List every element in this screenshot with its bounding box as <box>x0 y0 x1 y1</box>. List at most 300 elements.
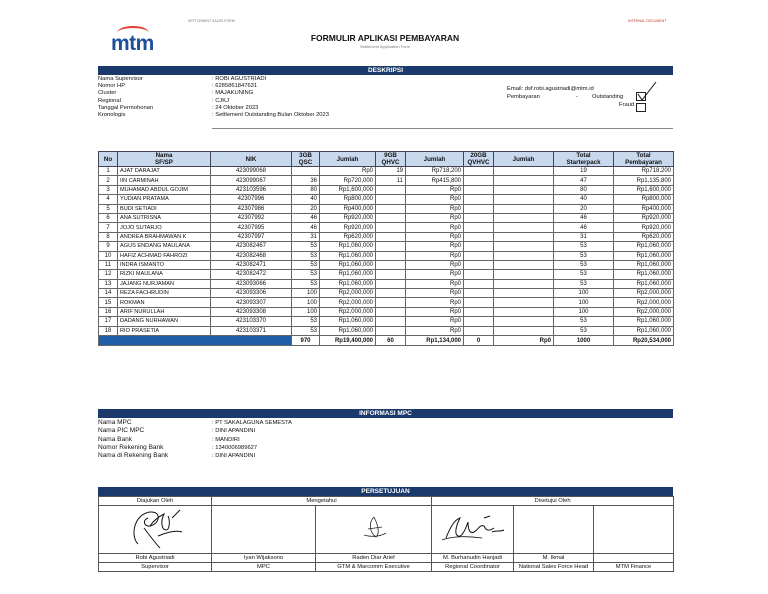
field-label: Cluster <box>98 90 117 97</box>
qty-20gb <box>464 185 494 194</box>
pembayaran-label: Pembayaran <box>507 94 540 100</box>
total-pembayaran: Rp400,000 <box>614 204 674 213</box>
amount-9gb: Rp0 <box>406 289 464 298</box>
field-value: : 24 Oktober 2023 <box>212 104 259 111</box>
amount-9gb: Rp0 <box>406 251 464 260</box>
nik-value: 423093066 <box>211 279 292 288</box>
amount-3gb: Rp1,060,000 <box>320 326 376 335</box>
qty-3gb: 53 <box>292 251 320 260</box>
total-pembayaran: Rp2,000,000 <box>614 298 674 307</box>
qty-9gb <box>376 223 406 232</box>
qty-20gb <box>464 213 494 222</box>
total-starterpack: 100 <box>554 298 614 307</box>
header-20gb-top: 20GB <box>470 152 487 159</box>
nik-value: 423093308 <box>211 307 292 316</box>
qty-9gb: 19 <box>376 167 406 176</box>
outstanding-label: Outstanding <box>592 94 624 100</box>
amount-9gb: Rp0 <box>406 232 464 241</box>
nik-value: 423082468 <box>211 251 292 260</box>
amount-9gb: Rp415,800 <box>406 176 464 185</box>
qty-3gb: 100 <box>292 298 320 307</box>
sf-name: REZA FACHRUDIN <box>118 289 211 298</box>
table-row <box>99 195 674 204</box>
qty-9gb <box>376 204 406 213</box>
approval-role-row <box>99 563 674 572</box>
approver-name: M. Ikmal <box>514 554 594 563</box>
header-20gb-bottom: QVHVC <box>467 159 490 166</box>
qty-3gb <box>292 167 320 176</box>
mpc-values <box>212 419 292 460</box>
total-starterpack: 53 <box>554 242 614 251</box>
row-number: 9 <box>99 242 118 251</box>
signature-supervisor <box>99 506 212 554</box>
header-nik: NIK <box>211 152 292 167</box>
nik-value: 42307992 <box>211 213 292 222</box>
qty-20gb <box>464 298 494 307</box>
mpc-bar: INFORMASI MPC <box>98 409 673 418</box>
row-number: 17 <box>99 317 118 326</box>
sf-name: AJAT DARAJAT <box>118 167 211 176</box>
total-starterpack: 53 <box>554 270 614 279</box>
qty-9gb <box>376 185 406 194</box>
header-tp-top: Total <box>636 152 651 159</box>
approval-name-row <box>99 554 674 563</box>
amount-20gb <box>494 279 554 288</box>
table-row <box>99 307 674 316</box>
header-3gb-bottom: QSC <box>298 159 313 166</box>
header-total-starterpack <box>554 152 614 167</box>
amount-9gb: Rp718,200 <box>406 167 464 176</box>
field-label: Nama Supervisor <box>98 76 143 82</box>
total-pembayaran: Rp1,060,000 <box>614 326 674 335</box>
mpc-field-label: Nama Bank <box>98 435 132 443</box>
qty-9gb <box>376 317 406 326</box>
amount-9gb: Rp0 <box>406 185 464 194</box>
total-q20: 0 <box>464 336 494 346</box>
qty-9gb <box>376 251 406 260</box>
amount-20gb <box>494 298 554 307</box>
amount-9gb: Rp0 <box>406 270 464 279</box>
field-value: : ROBI AGUSTRIADI <box>212 76 267 82</box>
header-total-top: Total <box>576 152 591 159</box>
total-pembayaran: Rp1,060,000 <box>614 260 674 269</box>
outstanding-checkbox[interactable] <box>636 92 646 101</box>
table-row <box>99 185 674 194</box>
sf-name: AGUS ENDANG MAULANA <box>118 242 211 251</box>
nik-value: 423082471 <box>211 260 292 269</box>
amount-9gb: Rp0 <box>406 326 464 335</box>
qty-9gb <box>376 195 406 204</box>
table-row <box>99 251 674 260</box>
mpc-field-label: Nama MPC <box>98 419 132 426</box>
qty-9gb <box>376 289 406 298</box>
total-pembayaran: Rp1,060,000 <box>614 317 674 326</box>
qty-9gb <box>376 326 406 335</box>
row-number: 15 <box>99 298 118 307</box>
signature-regional-icon <box>438 510 508 546</box>
field-value: : Settlement Outstanding Bulan Oktober 2023 <box>212 112 329 119</box>
approver-role: Supervisor <box>99 563 212 572</box>
qty-20gb <box>464 307 494 316</box>
amount-9gb: Rp0 <box>406 213 464 222</box>
logo-arc-icon <box>117 26 149 40</box>
totals-row <box>99 336 674 346</box>
qty-3gb: 31 <box>292 232 320 241</box>
amount-20gb <box>494 289 554 298</box>
approver-role: National Sales Force Head <box>514 563 594 572</box>
amount-3gb: Rp400,000 <box>320 204 376 213</box>
approver-name: Robi Agustriadi <box>99 554 212 563</box>
qty-3gb: 53 <box>292 270 320 279</box>
row-number: 10 <box>99 251 118 260</box>
header-9gb <box>376 152 406 167</box>
fraud-label: Fraud <box>619 102 635 108</box>
total-pembayaran: Rp920,000 <box>614 223 674 232</box>
qty-20gb <box>464 326 494 335</box>
dash-text: - <box>576 94 578 100</box>
deskripsi-values <box>212 76 329 119</box>
signature-mpc <box>212 506 316 554</box>
total-starterpack: 53 <box>554 279 614 288</box>
qty-20gb <box>464 232 494 241</box>
row-number: 2 <box>99 176 118 185</box>
total-pembayaran: Rp1,060,000 <box>614 279 674 288</box>
row-number: 5 <box>99 204 118 213</box>
header-total-bottom: Starterpack <box>566 159 601 166</box>
nik-value: 423103370 <box>211 317 292 326</box>
nik-value: 423082467 <box>211 242 292 251</box>
mpc-field-value: : MANDIRI <box>212 436 240 443</box>
approver-role: GTM & Marcomm Executive <box>316 563 432 572</box>
qty-20gb <box>464 195 494 204</box>
mpc-field-value: : 1340006989627 <box>212 444 258 451</box>
sf-name: BUDI SETIADI <box>118 204 211 213</box>
total-pembayaran: Rp2,000,000 <box>614 307 674 316</box>
nik-value: 42307997 <box>211 232 292 241</box>
approver-role: MTM Finance <box>594 563 674 572</box>
total-pembayaran: Rp2,000,000 <box>614 289 674 298</box>
total-starterpack: 80 <box>554 185 614 194</box>
qty-9gb <box>376 260 406 269</box>
table-row <box>99 326 674 335</box>
amount-20gb <box>494 317 554 326</box>
amount-9gb: Rp0 <box>406 242 464 251</box>
amount-3gb: Rp1,060,000 <box>320 270 376 279</box>
qty-3gb: 100 <box>292 307 320 316</box>
qty-3gb: 46 <box>292 223 320 232</box>
qty-3gb: 40 <box>292 195 320 204</box>
qty-20gb <box>464 270 494 279</box>
row-number: 6 <box>99 213 118 222</box>
total-pembayaran: Rp718,200 <box>614 167 674 176</box>
signature-row <box>99 506 674 554</box>
total-j3: Rp19,400,000 <box>320 336 376 346</box>
header-total-pembayaran <box>614 152 674 167</box>
approver-name <box>594 554 674 563</box>
qty-20gb <box>464 289 494 298</box>
form-title: FORMULIR APLIKASI PEMBAYARAN <box>310 33 460 43</box>
totals-filler <box>99 336 292 346</box>
field-label: Regional <box>98 97 121 104</box>
field-value: : 6285861847631 <box>212 83 258 90</box>
nik-value: 423099067 <box>211 176 292 185</box>
approver-role: MPC <box>212 563 316 572</box>
qty-20gb <box>464 223 494 232</box>
amount-3gb: Rp1,600,000 <box>320 185 376 194</box>
total-j20: Rp0 <box>494 336 554 346</box>
total-starterpack: 40 <box>554 195 614 204</box>
total-starterpack: 53 <box>554 317 614 326</box>
table-row <box>99 298 674 307</box>
header-9gb-bottom: QHVC <box>381 159 400 166</box>
total-starterpack: 31 <box>554 232 614 241</box>
field-value: : MAJAKUNING <box>212 90 254 97</box>
total-pembayaran: Rp1,060,000 <box>614 242 674 251</box>
total-tsp: 1000 <box>554 336 614 346</box>
table-row <box>99 279 674 288</box>
total-pembayaran: Rp800,000 <box>614 195 674 204</box>
amount-3gb: Rp1,060,000 <box>320 251 376 260</box>
field-label: Kronologis <box>98 112 126 119</box>
header-jumlah-3gb: Jumlah <box>320 152 376 167</box>
qty-3gb: 100 <box>292 289 320 298</box>
qty-3gb: 53 <box>292 279 320 288</box>
amount-3gb: Rp2,000,000 <box>320 289 376 298</box>
table-row <box>99 167 674 176</box>
qty-9gb: 11 <box>376 176 406 185</box>
table-row <box>99 289 674 298</box>
diajukan-oleh-label: Diajukan Oleh <box>99 497 212 506</box>
amount-20gb <box>494 251 554 260</box>
amount-3gb: Rp720,000 <box>320 176 376 185</box>
total-q9: 60 <box>376 336 406 346</box>
qty-9gb <box>376 232 406 241</box>
header-tp-bottom: Pembayaran <box>625 159 662 166</box>
total-pembayaran: Rp1,060,000 <box>614 270 674 279</box>
total-pembayaran: Rp1,135,800 <box>614 176 674 185</box>
amount-9gb: Rp0 <box>406 223 464 232</box>
deskripsi-bar: DESKRIPSI <box>98 66 673 75</box>
header-jumlah-20gb: Jumlah <box>494 152 554 167</box>
table-row <box>99 223 674 232</box>
signature-finance <box>594 506 674 554</box>
table-row <box>99 232 674 241</box>
amount-3gb: Rp1,060,000 <box>320 260 376 269</box>
qty-9gb <box>376 279 406 288</box>
persetujuan-bar: PERSETUJUAN <box>98 487 673 496</box>
approval-table <box>98 496 674 572</box>
field-value: : CJKJ <box>212 97 230 104</box>
amount-20gb <box>494 185 554 194</box>
table-row <box>99 204 674 213</box>
total-starterpack: 46 <box>554 213 614 222</box>
sf-name: JOJO SUTARJO <box>118 223 211 232</box>
amount-3gb: Rp1,060,000 <box>320 242 376 251</box>
deskripsi-labels <box>98 76 153 119</box>
mpc-field-label: Nama PIC MPC <box>98 427 145 435</box>
amount-20gb <box>494 307 554 316</box>
fraud-checkbox[interactable] <box>636 103 646 112</box>
total-starterpack: 53 <box>554 326 614 335</box>
amount-3gb: Rp0 <box>320 167 376 176</box>
header-jumlah-9gb: Jumlah <box>406 152 464 167</box>
total-starterpack: 47 <box>554 176 614 185</box>
sf-name: YUDIAN PRATAMA <box>118 195 211 204</box>
amount-3gb: Rp2,000,000 <box>320 307 376 316</box>
row-number: 8 <box>99 232 118 241</box>
amount-20gb <box>494 232 554 241</box>
row-number: 1 <box>99 167 118 176</box>
table-body <box>99 167 674 346</box>
starterpack-table <box>98 151 674 346</box>
approval-heading-row <box>99 497 674 506</box>
row-number: 3 <box>99 185 118 194</box>
table-header-row <box>99 152 674 167</box>
qty-9gb <box>376 298 406 307</box>
amount-20gb <box>494 204 554 213</box>
table-row <box>99 213 674 222</box>
sf-name: INDRA ISMANTO <box>118 260 211 269</box>
disetujui-oleh-label: Disetujui Oleh <box>432 497 674 506</box>
nik-value: 42307996 <box>211 195 292 204</box>
signature-national <box>514 506 594 554</box>
qty-20gb <box>464 204 494 213</box>
total-starterpack: 100 <box>554 289 614 298</box>
qty-20gb <box>464 167 494 176</box>
approver-name: Iyan Wijaksono <box>212 554 316 563</box>
total-q3: 970 <box>292 336 320 346</box>
qty-3gb: 53 <box>292 317 320 326</box>
header-nama-top: Nama <box>155 152 173 159</box>
mtm-logo <box>111 33 155 57</box>
approver-role: Regional Coordinator <box>432 563 514 572</box>
row-number: 13 <box>99 279 118 288</box>
total-j9: Rp1,134,000 <box>406 336 464 346</box>
sf-name: ARIF NURULLAH <box>118 307 211 316</box>
row-number: 16 <box>99 307 118 316</box>
form-subtitle: Settlement Application Form <box>359 44 411 49</box>
nik-value: 42307995 <box>211 223 292 232</box>
approver-name: Raden Diar Arief <box>316 554 432 563</box>
internal-document-label: INTERNAL DOCUMENT <box>628 19 667 23</box>
amount-3gb: Rp920,000 <box>320 223 376 232</box>
amount-3gb: Rp620,000 <box>320 232 376 241</box>
nik-value: 423103596 <box>211 185 292 194</box>
sf-name: MUHAMAD ABDUL GOJIM <box>118 185 211 194</box>
qty-3gb: 53 <box>292 260 320 269</box>
approval-section <box>98 496 673 572</box>
nik-value: 423093306 <box>211 289 292 298</box>
table-row <box>99 176 674 185</box>
amount-20gb <box>494 326 554 335</box>
amount-3gb: Rp920,000 <box>320 213 376 222</box>
total-tp: Rp20,534,000 <box>614 336 674 346</box>
check-mark-icon <box>636 84 658 102</box>
qty-20gb <box>464 176 494 185</box>
header-no: No <box>99 152 118 167</box>
header-nama-bottom: SF/SP <box>155 159 173 166</box>
table-row <box>99 260 674 269</box>
approver-name: M. Burhanudin Hanjadi <box>432 554 514 563</box>
sf-name: JAJANG NURJAMAN <box>118 279 211 288</box>
total-pembayaran: Rp1,060,000 <box>614 251 674 260</box>
amount-3gb: Rp1,060,000 <box>320 279 376 288</box>
mpc-field-label: Nama di Rekening Bank <box>98 452 169 460</box>
amount-9gb: Rp0 <box>406 298 464 307</box>
signature-gtm-icon <box>354 513 394 543</box>
logo-text: mtm <box>111 32 154 55</box>
table-row <box>99 242 674 251</box>
row-number: 12 <box>99 270 118 279</box>
qty-20gb <box>464 251 494 260</box>
signature-supervisor-icon <box>120 506 190 550</box>
qty-9gb <box>376 270 406 279</box>
sf-name: RIO PRASETIA <box>118 326 211 335</box>
total-starterpack: 53 <box>554 260 614 269</box>
signature-gtm <box>316 506 432 554</box>
sf-name: ROKMAN <box>118 298 211 307</box>
amount-20gb <box>494 213 554 222</box>
document-code: SETTLEMENT SALES FORM <box>188 19 235 23</box>
mengetahui-label: Mengetahui <box>212 497 432 506</box>
sf-name: DADANG NURHAWAN <box>118 317 211 326</box>
table-row <box>99 317 674 326</box>
qty-9gb <box>376 307 406 316</box>
total-starterpack: 20 <box>554 204 614 213</box>
deskripsi-divider <box>212 128 673 129</box>
total-starterpack: 46 <box>554 223 614 232</box>
amount-9gb: Rp0 <box>406 279 464 288</box>
nik-value: 423082472 <box>211 270 292 279</box>
sf-name: ANDREA BRAHMAWAN K <box>118 232 211 241</box>
nik-value: 423093307 <box>211 298 292 307</box>
qty-3gb: 53 <box>292 326 320 335</box>
sf-name: HAFIZ ACHMAD FAHROZI <box>118 251 211 260</box>
header-nama <box>118 152 211 167</box>
row-number: 18 <box>99 326 118 335</box>
total-starterpack: 100 <box>554 307 614 316</box>
sf-name: ANA SUTRISNA <box>118 213 211 222</box>
mpc-field-value: : DINI APANDINI <box>212 453 256 460</box>
amount-9gb: Rp0 <box>406 195 464 204</box>
total-pembayaran: Rp1,600,000 <box>614 185 674 194</box>
total-starterpack: 19 <box>554 167 614 176</box>
amount-3gb: Rp800,000 <box>320 195 376 204</box>
amount-20gb <box>494 260 554 269</box>
sf-name: RIZKI MAULANA <box>118 270 211 279</box>
field-label: Tanggal Permohonan <box>98 104 154 111</box>
amount-9gb: Rp0 <box>406 317 464 326</box>
amount-20gb <box>494 270 554 279</box>
amount-20gb <box>494 242 554 251</box>
amount-3gb: Rp1,060,000 <box>320 317 376 326</box>
row-number: 7 <box>99 223 118 232</box>
amount-9gb: Rp0 <box>406 260 464 269</box>
qty-3gb: 46 <box>292 213 320 222</box>
qty-3gb: 80 <box>292 185 320 194</box>
total-starterpack: 53 <box>554 251 614 260</box>
qty-9gb <box>376 213 406 222</box>
total-pembayaran: Rp920,000 <box>614 213 674 222</box>
amount-20gb <box>494 167 554 176</box>
signature-regional <box>432 506 514 554</box>
sf-name: IIN CARMINAH <box>118 176 211 185</box>
qty-20gb <box>464 279 494 288</box>
field-label: Nomor HP <box>98 83 126 90</box>
qty-9gb <box>376 242 406 251</box>
header-3gb <box>292 152 320 167</box>
email-text: Email: dsf.robi.agustriadi@mtm.id <box>507 86 594 92</box>
